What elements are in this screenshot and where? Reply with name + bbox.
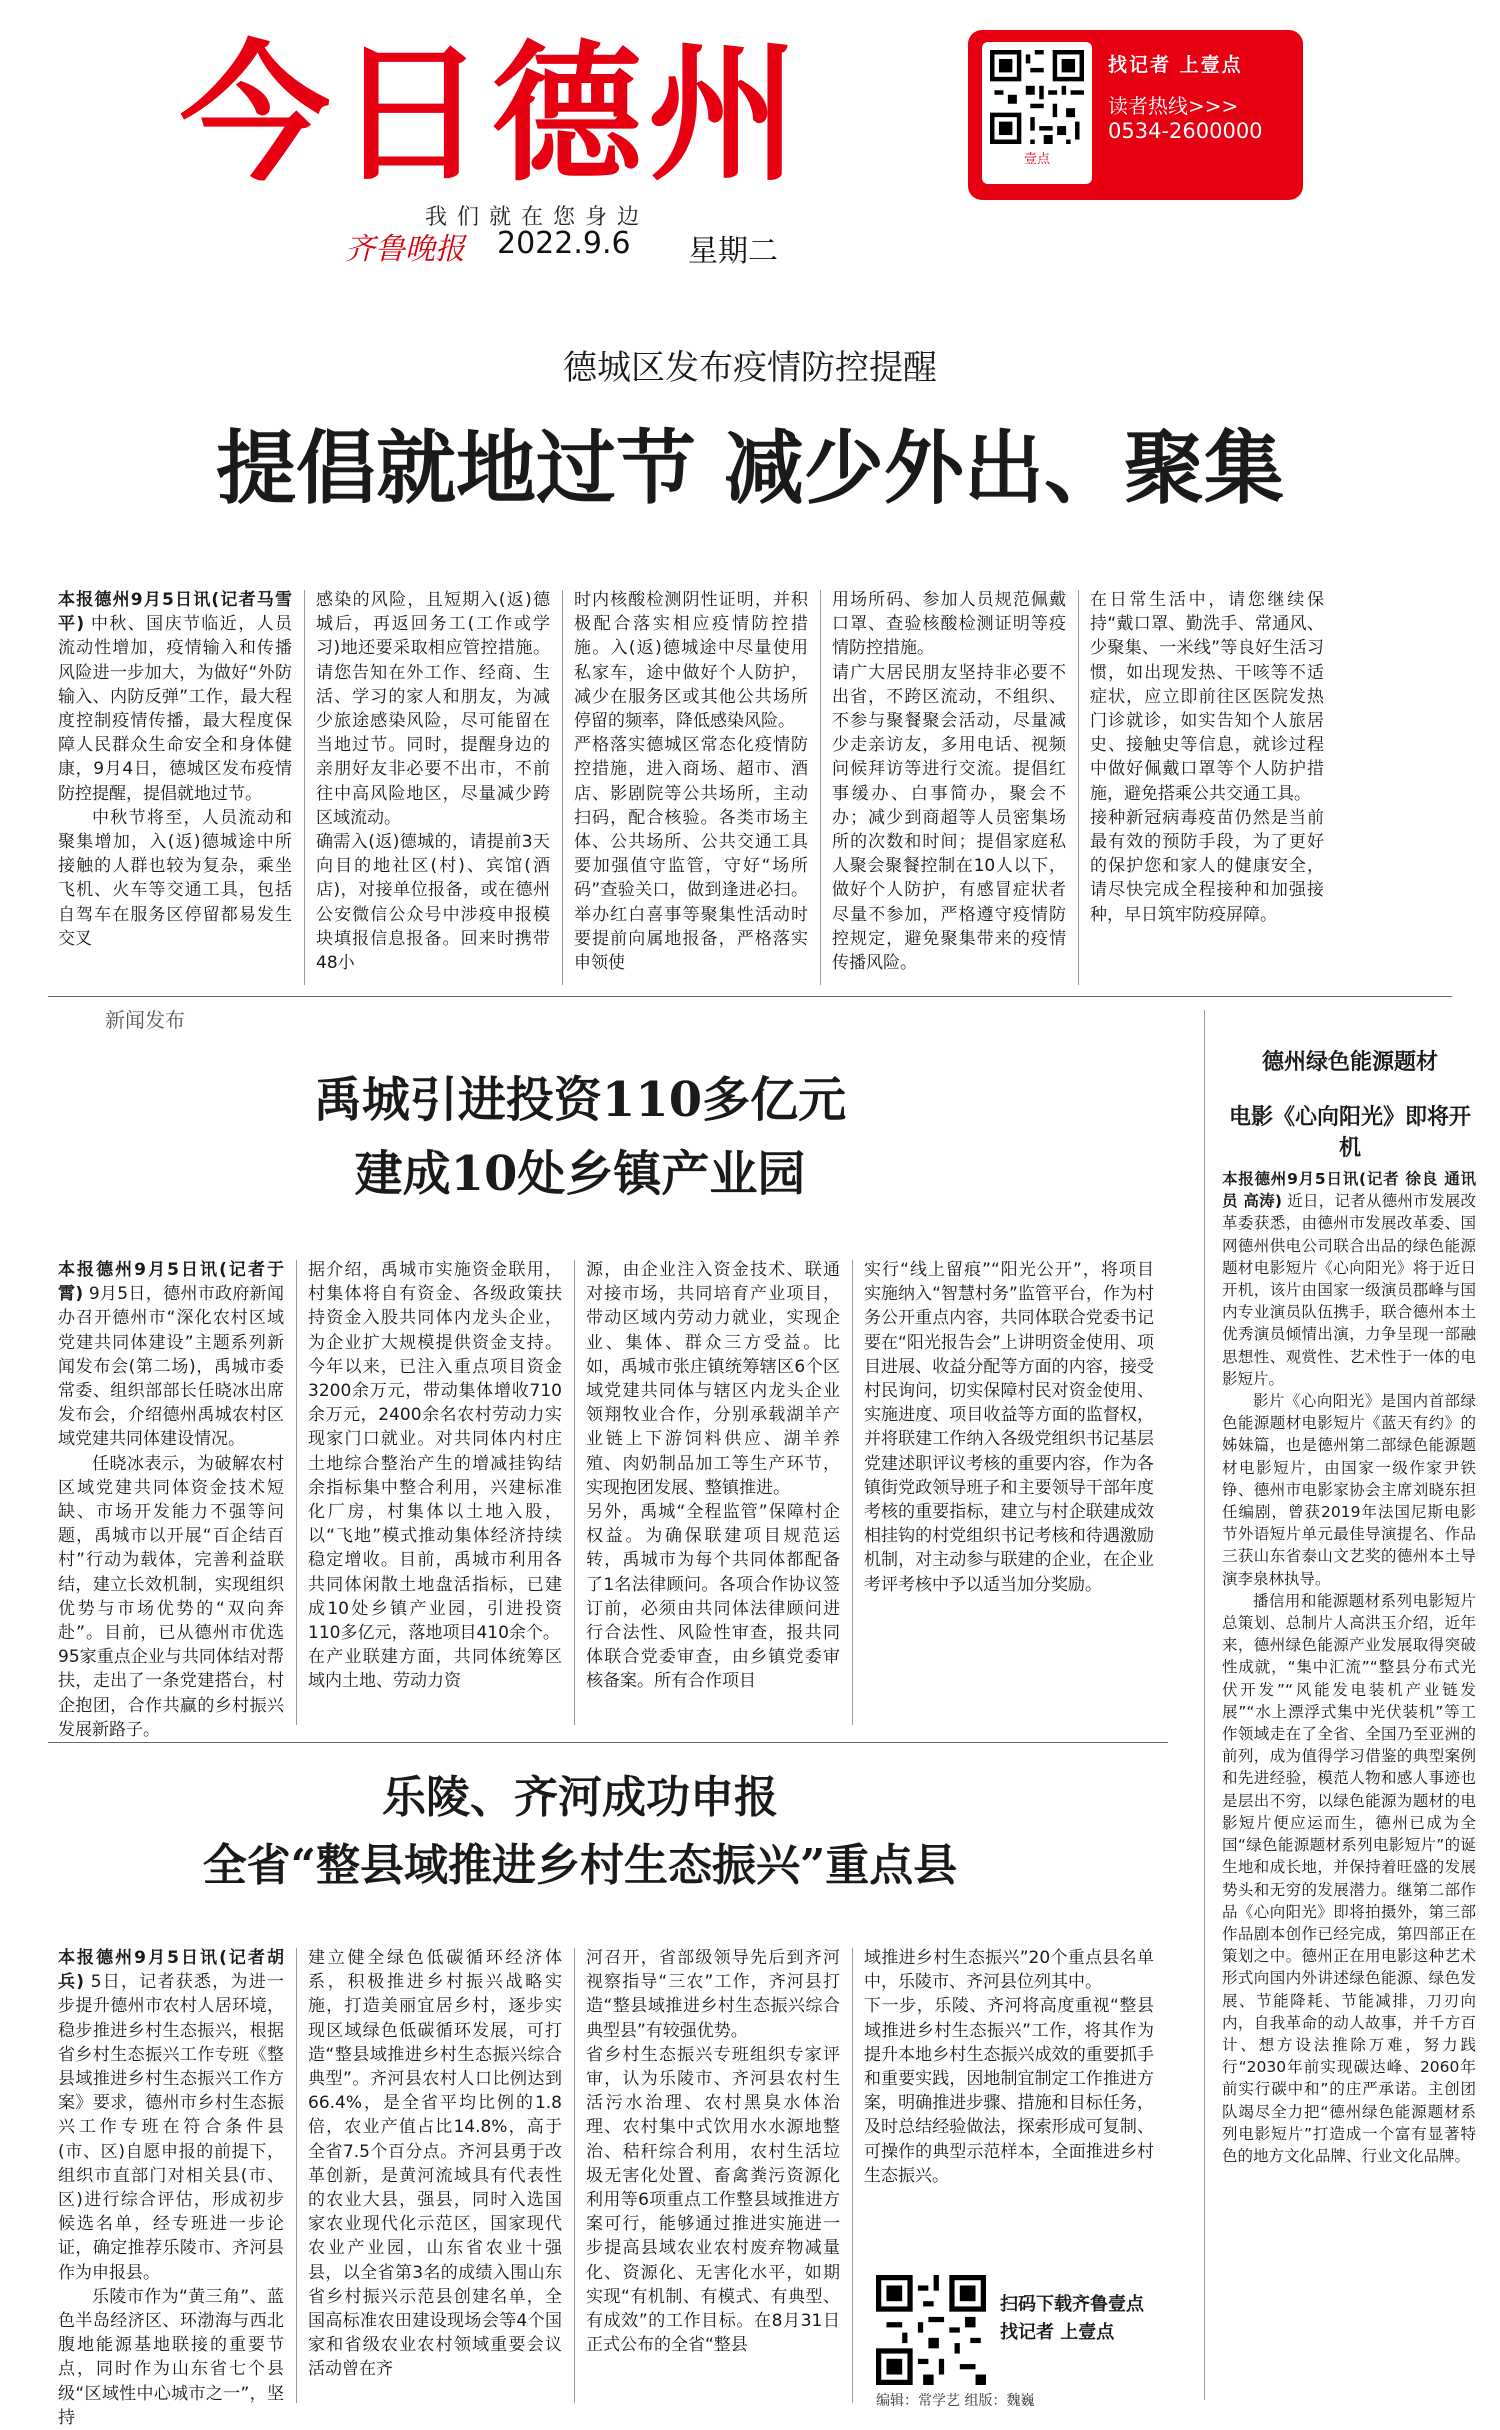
column-divider [574, 1260, 575, 1725]
find-reporter-text: 找记者 上壹点 [1108, 54, 1243, 76]
news-release-tag: 新闻发布 [105, 1008, 185, 1032]
side-story-headline: 电影《心向阳光》即将开机 [1228, 1105, 1471, 1161]
story2-column-1 [58, 1258, 284, 1740]
column-divider [562, 590, 563, 985]
issue-date: 2022.9.6 [497, 226, 631, 261]
find-reporter-text: 找记者 上壹点 [1000, 2322, 1115, 2343]
column-divider [820, 590, 821, 985]
column-divider [296, 1948, 297, 2403]
story1-headline: 提倡就地过节 减少外出、聚集 [216, 421, 1284, 515]
story2-column-3: 源，由企业注入资金技术、联通对接市场，共同培育产业项目，带动区域内劳动力就业，实现企业、集体、群众三方受益。比如，禹城市张庄镇统筹辖区6个区域党建共同体与辖区内龙头企业领翔牧业合作，分别承载湖羊产业链上下游饲料供应、湖羊养殖、肉奶制品加工等生产环节，实现抱团发展、整镇推进。 另外，禹城“全程监管”保障村企权益。为确保联建项目规范运转，禹城市为每个共同体都配备了1名法律顾问。各项合作协议签订前，必须由共同体法律顾问进行合法性、风险性审查，报共同体联合党委审查，由乡镇党委审核备案。所有合作项目 [586, 1260, 840, 1692]
story1-kicker: 德城区发布疫情防控提醒 [563, 348, 937, 388]
story1-column-3: 时内核酸检测阴性证明，并积极配合落实相应疫情防控措施。入(返)德城途中尽量使用私家车，途中做好个人防护，减少在服务区或其他公共场所停留的频率，降低感染风险。 严格落实德城区常态化疫情防控措施，进入商场、超市、酒店、影剧院等公共场所，主动扫码，配合核验。各类市场主体、公共场所、公共交通工具要加强值守监管，守好“场所码”查验关口，做到逢进必扫。举办红白喜事等聚集性活动时要提前向属地报备，严格落实申领使 [574, 590, 808, 974]
story2-paragraph: 本报德州9月5日讯(记者于霄) 9月5日，德州市政府新闻办召开德州市“深化农村区域党建共同体建设”主题系列新闻发布会(第二场)，禹城市委常委、组织部部长任晓冰出席发布会，介绍德州禹城农村区域党建共同体建设情况。 [58, 1260, 284, 1450]
reader-hotline-label: 读者热线>>> [1108, 94, 1239, 118]
newspaper-slogan: 我们就在您身边 [425, 205, 650, 230]
story2-paragraph: 任晓冰表示，为破解农村区域党建共同体资金技术短缺、市场开发能力不强等问题，禹城市以开展“百企结百村”行动为载体，完善利益联结，建立长效机制，实现组织优势与市场优势的“双向奔赴”。目前，已从德州市优选95家重点企业与共同体结对帮扶，走出了一条党建搭台，村企抱团，合作共赢的乡村振兴发展新路子。 [58, 1453, 284, 1740]
story3-paragraph: 本报德州9月5日讯(记者胡兵) 5日，记者获悉，为进一步提升德州市农村人居环境，稳步推进乡村生态振兴，根据省乡村生态振兴工作专班《整县域推进乡村生态振兴工作方案》要求，德州市乡村生态振兴工作专班在符合条件县(市、区)自愿申报的前提下，组织市直部门对相关县(市、区)进行综合评估，形成初步候选名单，经专班进一步论证，确定推荐乐陵市、齐河县作为申报县。 [58, 1948, 284, 2283]
story2-headline-1: 禹城引进投资110多亿元 [313, 1072, 847, 1128]
side-story-paragraph: 本报德州9月5日讯(记者 徐良 通讯员 高涛) 近日，记者从德州市发展改革委获悉，由德州市发展改革委、国网德州供电公司联合出品的绿色能源题材电影短片《心向阳光》将于近日开机，该片由国家一级演员郡峰与国内专业演员队伍携手，联合德州本土优秀演员倾情出演，力争呈现一部融思想性、观赏性、艺术性于一体的电影短片。 [1222, 1170, 1476, 1388]
column-divider [574, 1948, 575, 2403]
section-divider [48, 996, 1452, 997]
editor-credit: 编辑：常学艺 组版：魏巍 [876, 2393, 1035, 2409]
story3-column-4: 域推进乡村生态振兴”20个重点县名单中，乐陵市、齐河县位列其中。 下一步，乐陵、齐河将高度重视“整县域推进乡村生态振兴”工作，将其作为提升本地乡村生态振兴成效的重要抓手和重要实践，因地制宜制定工作推进方案，明确推进步骤、措施和目标任务，及时总结经验做法，探索形成可复制、可操作的典型示范样本，全面推进乡村生态振兴。 [864, 1948, 1154, 2186]
publisher-logo: 齐鲁晚报 [345, 232, 465, 267]
story3-column-2: 建立健全绿色低碳循环经济体系，积极推进乡村振兴战略实施，打造美丽宜居乡村，逐步实现区域绿色低碳循环发展，可打造“整县域推进乡村生态振兴综合典型”。齐河县农村人口比例达到66.4%，是全省平均比例的1.8倍，农业产值占比14.8%，高于全省7.5个百分点。齐河县勇于改革创新，是黄河流域具有代表性的农业大县，强县，同时入选国家农业现代化示范区，国家现代农业产业园，山东省农业十强县，以全省第3名的成绩入围山东省乡村振兴示范县创建名单，全国高标准农田建设现场会等4个国家和省级农业农村领域重要会议活动曾在齐 [308, 1948, 562, 2380]
column-divider [1078, 590, 1079, 985]
story1-column-2: 感染的风险，且短期入(返)德城后，再返回务工(工作或学习)地还要采取相应管控措施。请您告知在外工作、经商、生活、学习的家人和朋友，为减少旅途感染风险，尽可能留在当地过节。同时，提醒身边的亲朋好友非必要不出市，不前往中高风险地区，尽量减少跨区域流动。 确需入(返)德城的，请提前3天向目的地社区(村)、宾馆(酒店)，对接单位报备，或在德州公安微信公众号中涉疫申报模块填报信息报备。回来时携带48小 [316, 590, 550, 974]
reader-hotline-number: 0534-2600000 [1108, 119, 1263, 143]
section-divider [48, 1742, 1168, 1743]
story3-headline-2: 全省“整县域推进乡村生态振兴”重点县 [202, 1840, 958, 1891]
column-divider [852, 1260, 853, 1725]
side-story-kicker: 德州绿色能源题材 [1261, 1050, 1438, 1075]
story1-column-5: 在日常生活中，请您继续保持“戴口罩、勤洗手、常通风、少聚集、一米线”等良好生活习惯，如出现发热、干咳等不适症状，应立即前往区医院发热门诊就诊，如实告知个人旅居史、接触史等信息，就诊过程中做好佩戴口罩等个人防护措施，避免搭乘公共交通工具。 接种新冠病毒疫苗仍然是当前最有效的预防手段，为了更好的保护您和家人的健康安全，请尽快完成全程接种和加强接种，早日筑牢防疫屏障。 [1090, 590, 1324, 925]
story1-paragraph: 本报德州9月5日讯(记者马雪平) 中秋、国庆节临近，人员流动性增加，疫情输入和传播风险进一步加大，为做好“外防输入、内防反弹”工作，最大程度控制疫情传播，最大程度保障人民群众生命安全和身体健康，9月4日，德城区发布疫情防控提醒，提倡就地过节。 [58, 590, 292, 804]
qr-code-icon[interactable] [990, 50, 1084, 144]
story3-paragraph: 乐陵市作为“黄三角”、蓝色半岛经济区、环渤海与西北腹地能源基地联接的重要节点，同时作为山东省七个县级“区域性中心城市之一”，坚持 [58, 2286, 284, 2428]
qr-caption: 壹点 [1023, 152, 1050, 167]
masthead [0, 0, 1500, 290]
story1-column-1 [58, 588, 292, 988]
column-divider [296, 1260, 297, 1725]
issue-weekday: 星期二 [688, 234, 778, 269]
side-story-paragraph: 播信用和能源题材系列电影短片总策划、总制片人高洪玉介绍，近年来，德州绿色能源产业发展取得突破性成就，“集中汇流”“整县分布式光伏开发”“风能发电装机产业链发展”“水上漂浮式集中光伏装机”等工作领域走在了全省、全国乃至亚洲的前列，成为值得学习借鉴的典型案例和先进经验，模范人物和感人事迹也是层出不穷，以绿色能源为题材的电影短片便应运而生，德州已成为全国“绿色能源题材系列电影短片”的诞生地和成长地，并保持着旺盛的发展势头和无穷的发展潜力。继第二部作品《心向阳光》即将拍摄外，第三部作品剧本创作已经完成，第四部正在策划之中。德州正在用电影这种艺术形式向国内外讲述绿色能源、绿色发展、节能降耗、节能减排，刀刃向内，自我革命的动人故事，并千方百计、想方设法推除万难，努力践行“2030年前实现碳达峰、2060年前实行碳中和”的庄严承诺。主创团队竭尽全力把“德州绿色能源题材系列电影短片”打造成一个富有显著特色的地方文化品牌、行业文化品牌。 [1222, 1591, 1476, 2165]
column-divider [1204, 1010, 1205, 2400]
qr-code-panel [982, 42, 1092, 184]
story3-column-1 [58, 1946, 284, 2428]
newspaper-title: 今日德州 [180, 28, 805, 202]
side-story-paragraph: 影片《心向阳光》是国内首部绿色能源题材电影短片《蓝天有约》的姊妹篇，也是德州第二部绿色能源题材电影短片，由国家一级作家尹铁铮、德州市电影家协会主席刘晓东担任编剧，曾获2019年法国尼斯电影节外语短片单元最佳导演提名、作品三获山东省泰山文艺奖的德州本土导演李泉林执导。 [1222, 1392, 1476, 1588]
story2-column-4: 实行“线上留痕”“阳光公开”，将项目实施纳入“智慧村务”监管平台，作为村务公开重点内容，共同体联合党委书记要在“阳光报告会”上讲明资金使用、项目进展、收益分配等方面的内容，接受村民询问，切实保障村民对资金使用、实施进度、项目收益等方面的监督权，并将联建工作纳入各级党组织书记基层党建述职评议考核的重要内容，作为各镇街党政领导班子和主要领导干部年度考核的重要指标，建立与村企联建成效相挂钩的村党组织书记考核和待遇激励机制，对主动参与联建的企业，在企业考评考核中予以适当加分奖励。 [864, 1260, 1154, 1595]
column-divider [852, 1948, 853, 2403]
story2-headline-2: 建成10处乡镇产业园 [354, 1146, 806, 1202]
story1-column-4: 用场所码、参加人员规范佩戴口罩、查验核酸检测证明等疫情防控措施。 请广大居民朋友坚持非必要不出省，不跨区流动，不组织、不参与聚餐聚会活动，尽量减少走亲访友，多用电话、视频问候拜访等进行交流。提倡红事缓办、白事简办，聚会不办；减少到商超等人员密集场所的次数和时间；提倡家庭私人聚会聚餐控制在10人以下，做好个人防护，有感冒症状者尽量不参加，严格遵守疫情防控规定，避免聚集带来的疫情传播风险。 [832, 590, 1066, 974]
story3-headline-1: 乐陵、齐河成功申报 [382, 1772, 778, 1823]
side-story-body [1222, 1168, 1476, 2404]
reader-hotline-box [968, 30, 1303, 200]
column-divider [304, 590, 305, 985]
story2-column-2: 据介绍，禹城市实施资金联用，村集体将自有资金、各级政策扶持资金入股共同体内龙头企业，为企业扩大规模提供资金支持。今年以来，已注入重点项目资金3200余万元，带动集体增收710余万元，2400余名农村劳动力实现家门口就业。对共同体内村庄土地综合整治产生的增减挂钩结余指标集中整合利用，兴建标准化厂房，村集体以土地入股，以“飞地”模式推动集体经济持续稳定增收。目前，禹城市利用各共同体闲散土地盘活指标，已建成10处乡镇产业园，引进投资110多亿元，落地项目410余个。 在产业联建方面，共同体统筹区域内土地、劳动力资 [308, 1260, 562, 1692]
download-app-text: 扫码下载齐鲁壹点 [1000, 2294, 1144, 2315]
qr-code-icon[interactable] [876, 2275, 986, 2385]
story3-column-3: 河召开，省部级领导先后到齐河视察指导“三农”工作，齐河县打造“整县域推进乡村生态振兴综合典型县”有较强优势。 省乡村生态振兴专班组织专家评审，认为乐陵市、齐河县农村生活污水治理、农村黑臭水体治理、农村集中式饮用水水源地整治、秸秆综合利用，农村生活垃圾无害化处置、畜禽粪污资源化利用等6项重点工作整县域推进方案可行，能够通过推进实施进一步提高县域农业农村废弃物减量化、资源化、无害化水平，如期实现“有机制、有模式、有典型、有成效”的工作目标。在8月31日正式公布的全省“整县 [586, 1948, 840, 2356]
story1-paragraph: 中秋节将至，人员流动和聚集增加，入(返)德城途中所接触的人群也较为复杂，乘坐飞机、火车等交通工具，包括自驾车在服务区停留都易发生交叉 [58, 807, 292, 949]
